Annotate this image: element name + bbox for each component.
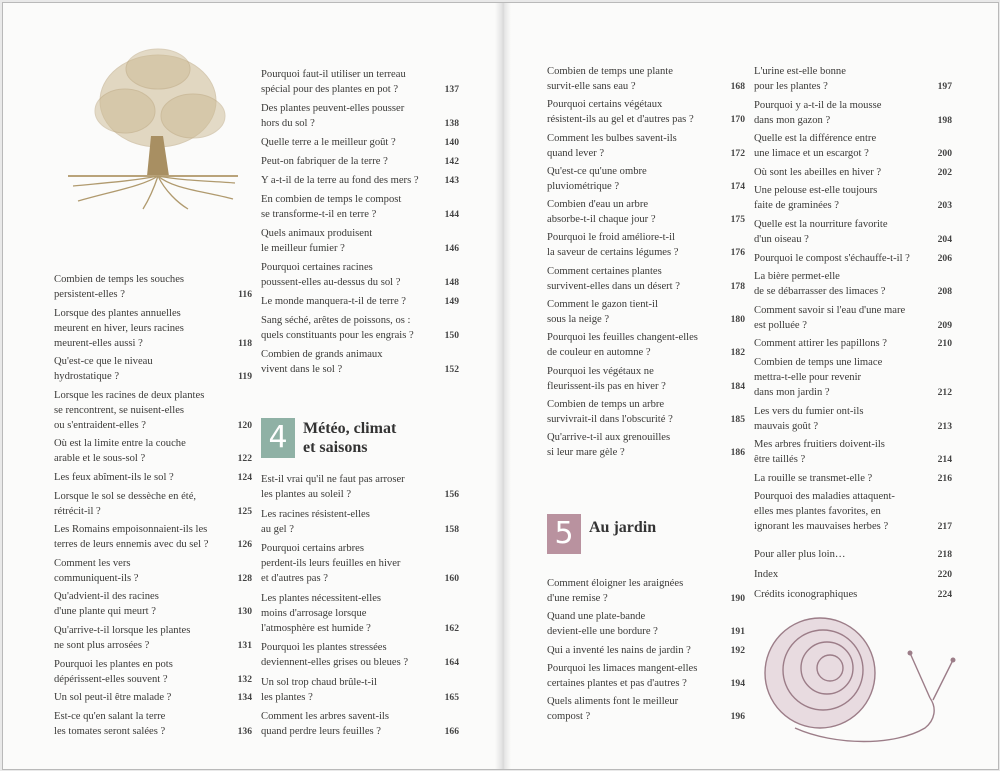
toc-entry-question: Pourquoi faut-il utiliser un terreau spécial pour des plantes en pot ? bbox=[261, 69, 406, 95]
toc-entry bbox=[261, 675, 459, 705]
toc-entry-page-number: 119 bbox=[238, 371, 252, 383]
toc-entry-question: Comment éloigner les araignées d'une remise ? bbox=[547, 578, 684, 604]
toc-entry bbox=[54, 623, 252, 653]
toc-entry-question: Où est la limite entre la couche arable et le sous-sol ? bbox=[54, 438, 186, 465]
toc-column-3 bbox=[547, 64, 745, 464]
toc-entry-page-number: 160 bbox=[444, 573, 459, 584]
toc-entry-page-number: 149 bbox=[444, 296, 459, 307]
snail-illustration bbox=[755, 611, 965, 756]
toc-entry bbox=[261, 173, 459, 188]
toc-entry bbox=[754, 437, 952, 467]
toc-entry-page-number: 166 bbox=[444, 726, 459, 737]
toc-entry-question: En combien de temps le compost se transforme-t-il en terre ? bbox=[261, 194, 402, 220]
toc-entry bbox=[54, 489, 252, 519]
toc-entry-question: La bière permet-elle de se débarrasser des limaces ? bbox=[754, 271, 886, 298]
toc-entry-page-number: 192 bbox=[730, 644, 745, 656]
toc-entry bbox=[547, 164, 745, 194]
toc-entry-page-number: 216 bbox=[937, 472, 952, 484]
toc-column-2 bbox=[261, 67, 459, 381]
toc-entry-page-number: 131 bbox=[237, 639, 252, 651]
toc-entry-question: Qu'est-ce que le niveau hydrostatique ? bbox=[54, 356, 153, 383]
book-spread bbox=[2, 2, 999, 770]
toc-entry-page-number: 198 bbox=[937, 114, 952, 126]
toc-entry bbox=[261, 135, 459, 150]
toc-column-4 bbox=[754, 64, 952, 538]
toc-entry-page-number: 128 bbox=[237, 572, 252, 584]
toc-entry bbox=[261, 640, 459, 670]
toc-column-3-chapter-5 bbox=[547, 576, 745, 727]
chapter-5-heading bbox=[547, 514, 656, 554]
toc-entry-question: Pourquoi certains arbres perdent-ils leurs feuilles en hiver et d'autres pas ? bbox=[261, 543, 401, 584]
toc-entry-page-number: 178 bbox=[730, 280, 745, 292]
toc-entry-page-number: 165 bbox=[444, 691, 459, 703]
toc-entry-page-number: 191 bbox=[730, 626, 745, 638]
toc-entry-question: Pourquoi les végétaux ne fleurissent-ils pas en hiver ? bbox=[547, 365, 666, 392]
toc-entry bbox=[54, 657, 252, 687]
toc-entry bbox=[261, 507, 459, 537]
toc-entry bbox=[547, 397, 745, 427]
toc-entry bbox=[547, 297, 745, 327]
chapter-4-heading bbox=[261, 418, 396, 458]
toc-entry-question: Mes arbres fruitiers doivent-ils être taillés ? bbox=[754, 439, 885, 466]
toc-entry-question: Combien de temps un arbre survivrait-il dans l'obscurité ? bbox=[547, 398, 673, 425]
toc-entry-question: Pourquoi des maladies attaquent- elles mes plantes favorites, en ignorant les mauvaises herbes ? bbox=[754, 491, 895, 533]
toc-entry-question: Le monde manquera-t-il de terre ? bbox=[261, 296, 407, 307]
toc-entry-page-number: 138 bbox=[444, 118, 459, 129]
toc-column-4-backmatter bbox=[754, 547, 952, 607]
toc-entry-question: Pourquoi le froid améliore-t-il la saveur de certains légumes ? bbox=[547, 232, 679, 259]
toc-entry bbox=[754, 303, 952, 333]
toc-entry-page-number: 120 bbox=[237, 419, 252, 431]
toc-entry-page-number: 203 bbox=[937, 200, 952, 212]
chapter-number: 5 bbox=[547, 514, 581, 554]
toc-entry bbox=[54, 690, 252, 705]
toc-entry-question: Index bbox=[754, 569, 779, 580]
toc-entry bbox=[547, 97, 745, 127]
toc-entry bbox=[261, 313, 459, 343]
toc-entry-question: Des plantes peuvent-elles pousser hors du sol ? bbox=[261, 103, 405, 129]
toc-entry bbox=[547, 131, 745, 161]
toc-entry bbox=[754, 251, 952, 266]
toc-entry-page-number: 176 bbox=[730, 247, 745, 259]
toc-entry bbox=[754, 355, 952, 400]
toc-entry bbox=[54, 306, 252, 351]
toc-entry-page-number: 208 bbox=[937, 286, 952, 298]
book-gutter bbox=[495, 3, 511, 769]
toc-entry bbox=[54, 388, 252, 433]
toc-entry-question: Qu'est-ce qu'une ombre pluviométrique ? bbox=[547, 165, 647, 192]
toc-entry-page-number: 124 bbox=[237, 471, 252, 483]
toc-entry bbox=[261, 67, 459, 97]
toc-entry-question: Pourquoi les plantes stressées deviennent-elles grises ou bleues ? bbox=[261, 642, 409, 668]
toc-entry-page-number: 134 bbox=[237, 692, 252, 704]
toc-entry-page-number: 148 bbox=[444, 277, 459, 288]
toc-entry-page-number: 116 bbox=[238, 289, 252, 300]
toc-entry-question: Combien de grands animaux vivent dans le sol ? bbox=[261, 349, 383, 375]
toc-entry bbox=[261, 347, 459, 377]
toc-entry bbox=[547, 230, 745, 260]
toc-entry bbox=[754, 98, 952, 128]
toc-entry-page-number: 152 bbox=[444, 364, 459, 375]
toc-entry-question: Quelle est la différence entre une limace et un escargot ? bbox=[754, 133, 877, 160]
toc-entry-question: Combien de temps une plante survit-elle sans eau ? bbox=[547, 66, 673, 92]
toc-entry-page-number: 210 bbox=[937, 338, 952, 350]
toc-entry-question: Un sol peut-il être malade ? bbox=[54, 692, 172, 704]
toc-entry-page-number: 196 bbox=[730, 711, 745, 723]
toc-entry-question: Quels animaux produisent le meilleur fumier ? bbox=[261, 228, 373, 254]
toc-entry-page-number: 118 bbox=[238, 337, 252, 349]
toc-entry bbox=[547, 643, 745, 658]
toc-entry-page-number: 218 bbox=[937, 549, 952, 560]
toc-entry bbox=[754, 336, 952, 351]
toc-entry-page-number: 136 bbox=[237, 725, 252, 737]
toc-entry bbox=[54, 522, 252, 552]
toc-entry-question: Peut-on fabriquer de la terre ? bbox=[261, 156, 388, 167]
toc-entry-page-number: 170 bbox=[730, 114, 745, 126]
toc-entry bbox=[547, 197, 745, 227]
toc-entry-question: Lorsque des plantes annuelles meurent en hiver, leurs racines meurent-elles aussi ? bbox=[54, 307, 184, 349]
toc-entry-question: Pour aller plus loin… bbox=[754, 549, 846, 560]
tree-illustration bbox=[63, 41, 243, 211]
toc-entry bbox=[261, 591, 459, 636]
toc-entry bbox=[547, 430, 745, 460]
toc-entry bbox=[261, 226, 459, 256]
toc-column-1 bbox=[54, 272, 252, 742]
toc-entry bbox=[54, 470, 252, 485]
toc-entry-page-number: 180 bbox=[730, 314, 745, 326]
toc-entry-question: Qu'arrive-t-il aux grenouilles si leur mare gèle ? bbox=[547, 432, 671, 459]
toc-entry-page-number: 137 bbox=[444, 84, 459, 95]
toc-entry-question: Comment savoir si l'eau d'une mare est polluée ? bbox=[754, 304, 906, 331]
toc-entry-page-number: 184 bbox=[730, 380, 745, 392]
toc-entry bbox=[54, 354, 252, 384]
toc-entry-question: Comment attirer les papillons ? bbox=[754, 338, 887, 350]
toc-entry-page-number: 156 bbox=[444, 489, 459, 500]
toc-entry-page-number: 146 bbox=[444, 243, 459, 254]
toc-entry-page-number: 197 bbox=[937, 81, 952, 92]
toc-entry-page-number: 224 bbox=[937, 589, 952, 600]
toc-entry-question: Pourquoi les plantes en pots dépérissent-elles souvent ? bbox=[54, 658, 173, 685]
toc-entry bbox=[54, 436, 252, 466]
toc-entry-question: Comment le gazon tient-il sous la neige ? bbox=[547, 299, 658, 326]
toc-entry bbox=[754, 489, 952, 534]
toc-entry-page-number: 209 bbox=[937, 319, 952, 331]
toc-entry bbox=[754, 547, 952, 562]
toc-entry-question: Comment les bulbes savent-ils quand lever ? bbox=[547, 132, 677, 159]
toc-entry bbox=[54, 556, 252, 586]
toc-entry bbox=[261, 260, 459, 290]
toc-entry-page-number: 213 bbox=[937, 420, 952, 432]
toc-entry bbox=[261, 154, 459, 169]
toc-entry-question: Qu'advient-il des racines d'une plante qui meurt ? bbox=[54, 591, 159, 618]
toc-entry bbox=[54, 709, 252, 739]
toc-entry bbox=[754, 217, 952, 247]
toc-entry bbox=[754, 64, 952, 94]
toc-entry-page-number: 220 bbox=[937, 569, 952, 580]
toc-entry-question: Est-il vrai qu'il ne faut pas arroser les plantes au soleil ? bbox=[261, 474, 405, 500]
toc-entry-page-number: 150 bbox=[444, 330, 459, 341]
toc-entry-question: Comment les vers communiquent-ils ? bbox=[54, 557, 139, 584]
toc-entry-question: Y a-t-il de la terre au fond des mers ? bbox=[261, 175, 419, 186]
toc-entry-question: Quelle est la nourriture favorite d'un oiseau ? bbox=[754, 218, 888, 245]
toc-entry bbox=[754, 471, 952, 486]
toc-entry-page-number: 158 bbox=[444, 523, 459, 535]
toc-entry-page-number: 214 bbox=[937, 454, 952, 466]
toc-entry bbox=[754, 131, 952, 161]
toc-entry bbox=[754, 587, 952, 602]
toc-entry-question: Quelle terre a le meilleur goût ? bbox=[261, 137, 396, 148]
toc-entry bbox=[261, 472, 459, 502]
toc-entry bbox=[547, 694, 745, 724]
toc-entry bbox=[54, 589, 252, 619]
toc-entry-question: Lorsque le sol se dessèche en été, rétrécit-il ? bbox=[54, 490, 197, 517]
toc-entry-page-number: 202 bbox=[937, 166, 952, 178]
toc-entry-page-number: 190 bbox=[730, 593, 745, 604]
toc-entry-question: Quand une plate-bande devient-elle une bordure ? bbox=[547, 611, 658, 638]
toc-entry-page-number: 175 bbox=[730, 214, 745, 226]
toc-entry-question: Pourquoi les feuilles changent-elles de couleur en automne ? bbox=[547, 332, 698, 359]
toc-entry-question: Combien d'eau un arbre absorbe-t-il chaque jour ? bbox=[547, 199, 656, 226]
toc-entry-page-number: 200 bbox=[937, 148, 952, 160]
toc-entry bbox=[54, 272, 252, 302]
toc-entry-question: Combien de temps une limace mettra-t-elle pour revenir dans mon jardin ? bbox=[754, 356, 883, 398]
chapter-title: Au jardin bbox=[589, 519, 657, 536]
toc-entry bbox=[754, 567, 952, 582]
toc-entry-page-number: 162 bbox=[444, 622, 459, 634]
toc-entry-question: Une pelouse est-elle toujours faite de graminées ? bbox=[754, 185, 878, 212]
chapter-title: Météo, climat et saisons bbox=[303, 420, 397, 456]
toc-entry-question: Quels aliments font le meilleur compost ? bbox=[547, 696, 679, 723]
toc-entry-question: Les vers du fumier ont-ils mauvais goût ? bbox=[754, 405, 864, 432]
toc-column-2-chapter-4 bbox=[261, 472, 459, 744]
toc-entry bbox=[261, 101, 459, 131]
toc-entry-page-number: 164 bbox=[444, 657, 459, 668]
toc-entry-question: Sang séché, arêtes de poissons, os : quels constituants pour les engrais ? bbox=[261, 315, 414, 341]
toc-entry-question: Pourquoi le compost s'échauffe-t-il ? bbox=[754, 252, 910, 264]
toc-entry bbox=[547, 264, 745, 294]
toc-entry-page-number: 140 bbox=[444, 137, 459, 148]
chapter-number: 4 bbox=[261, 418, 295, 458]
toc-entry-page-number: 126 bbox=[237, 539, 252, 551]
toc-entry-page-number: 142 bbox=[444, 156, 459, 167]
toc-entry-question: Les racines résistent-elles au gel ? bbox=[261, 508, 370, 535]
toc-entry-page-number: 174 bbox=[730, 180, 745, 192]
toc-entry-page-number: 130 bbox=[237, 606, 252, 618]
toc-entry-page-number: 182 bbox=[730, 347, 745, 359]
toc-entry-page-number: 122 bbox=[237, 453, 252, 465]
toc-entry-page-number: 125 bbox=[237, 505, 252, 517]
toc-entry-page-number: 168 bbox=[730, 81, 745, 92]
toc-entry-question: Comment les arbres savent-ils quand perdre leurs feuilles ? bbox=[261, 711, 389, 737]
toc-entry-question: Pourquoi y a-t-il de la mousse dans mon gazon ? bbox=[754, 99, 882, 126]
toc-entry bbox=[754, 165, 952, 180]
toc-entry bbox=[547, 576, 745, 606]
toc-entry bbox=[261, 541, 459, 586]
toc-entry-question: Les Romains empoisonnaient-ils les terres de leurs ennemis avec du sel ? bbox=[54, 524, 209, 551]
toc-entry bbox=[547, 661, 745, 691]
toc-entry-question: Un sol trop chaud brûle-t-il les plantes ? bbox=[261, 676, 377, 703]
toc-entry-page-number: 212 bbox=[937, 386, 952, 398]
toc-entry bbox=[547, 64, 745, 94]
toc-entry-page-number: 144 bbox=[444, 209, 459, 220]
toc-entry-question: Lorsque les racines de deux plantes se rencontrent, se nuisent-elles ou s'entraident-elles ? bbox=[54, 389, 205, 431]
toc-entry-page-number: 132 bbox=[237, 673, 252, 685]
toc-entry-question: Pourquoi certaines racines poussent-elles au-dessus du sol ? bbox=[261, 262, 401, 288]
toc-entry-question: Pourquoi certains végétaux résistent-ils au gel et d'autres pas ? bbox=[547, 99, 694, 126]
toc-entry bbox=[754, 269, 952, 299]
toc-entry-page-number: 204 bbox=[937, 233, 952, 245]
toc-entry-question: L'urine est-elle bonne pour les plantes ? bbox=[754, 66, 846, 92]
toc-entry-question: Est-ce qu'en salant la terre les tomates seront salées ? bbox=[54, 710, 166, 737]
toc-entry-page-number: 143 bbox=[444, 175, 459, 186]
toc-entry bbox=[754, 404, 952, 434]
toc-entry-question: Pourquoi les limaces mangent-elles certaines plantes et pas d'autres ? bbox=[547, 662, 698, 689]
toc-entry-page-number: 186 bbox=[730, 447, 745, 459]
toc-entry bbox=[547, 609, 745, 639]
toc-entry bbox=[261, 294, 459, 309]
toc-entry-question: Où sont les abeilles en hiver ? bbox=[754, 166, 882, 178]
toc-entry-question: Les feux abîment-ils le sol ? bbox=[54, 471, 174, 483]
toc-entry-page-number: 172 bbox=[730, 147, 745, 159]
toc-entry bbox=[547, 364, 745, 394]
toc-entry-question: Combien de temps les souches persistent-elles ? bbox=[54, 274, 185, 300]
toc-entry-question: Les plantes nécessitent-elles moins d'arrosage lorsque l'atmosphère est humide ? bbox=[261, 592, 382, 634]
toc-entry-question: Crédits iconographiques bbox=[754, 589, 858, 600]
toc-entry-page-number: 206 bbox=[937, 252, 952, 264]
toc-entry-question: Comment certaines plantes survivent-elles dans un désert ? bbox=[547, 265, 680, 292]
toc-entry-question: Qui a inventé les nains de jardin ? bbox=[547, 644, 691, 656]
toc-entry-question: La rouille se transmet-elle ? bbox=[754, 472, 873, 484]
toc-entry-question: Qu'arrive-t-il lorsque les plantes ne sont plus arrosées ? bbox=[54, 624, 191, 651]
toc-entry bbox=[261, 192, 459, 222]
toc-entry-page-number: 194 bbox=[730, 677, 745, 689]
toc-entry bbox=[754, 183, 952, 213]
toc-entry-page-number: 185 bbox=[730, 413, 745, 425]
toc-entry bbox=[547, 330, 745, 360]
toc-entry bbox=[261, 709, 459, 739]
toc-entry-page-number: 217 bbox=[937, 521, 952, 533]
